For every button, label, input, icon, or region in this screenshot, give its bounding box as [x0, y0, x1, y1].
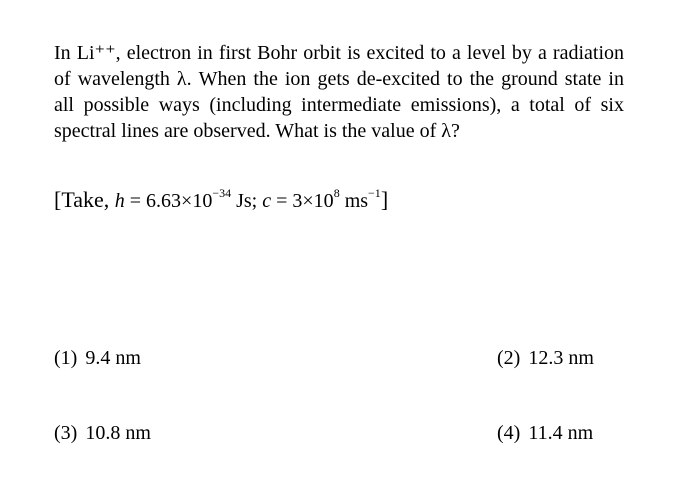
- option-2[interactable]: [497, 345, 594, 371]
- option-2-number: (2): [497, 347, 521, 369]
- given-constants: [54, 186, 388, 215]
- option-4-number: (4): [497, 422, 521, 444]
- planck-symbol: h: [114, 190, 125, 212]
- planck-exponent: −34: [212, 186, 232, 201]
- option-1-value: 9.4 nm: [85, 347, 141, 369]
- planck-unit: Js;: [231, 190, 263, 212]
- planck-value: = 6.63×10: [124, 190, 213, 212]
- option-3-value: 10.8 nm: [85, 422, 151, 444]
- option-4[interactable]: [497, 420, 593, 446]
- option-2-value: 12.3 nm: [528, 347, 594, 369]
- given-close: ]: [380, 187, 389, 212]
- option-3[interactable]: [54, 420, 151, 446]
- given-open: [Take,: [54, 187, 115, 212]
- option-4-value: 11.4 nm: [528, 422, 594, 444]
- option-1-number: (1): [54, 347, 78, 369]
- light-speed-symbol: c: [262, 190, 272, 212]
- light-speed-unit-exponent: −1: [368, 186, 381, 201]
- option-3-number: (3): [54, 422, 78, 444]
- question-text: In Li⁺⁺, electron in first Bohr orbit is excited to a level by a radiation of wavelength λ. When the ion gets de-excited to the ground state in all possible ways (including intermediate emissions), a total of six spectral lines are observed. What is the value of λ?: [54, 42, 624, 142]
- light-speed-unit: ms: [339, 190, 369, 212]
- light-speed-value: = 3×10: [271, 190, 334, 212]
- option-1[interactable]: [54, 345, 141, 371]
- light-speed-exponent: 8: [333, 186, 340, 201]
